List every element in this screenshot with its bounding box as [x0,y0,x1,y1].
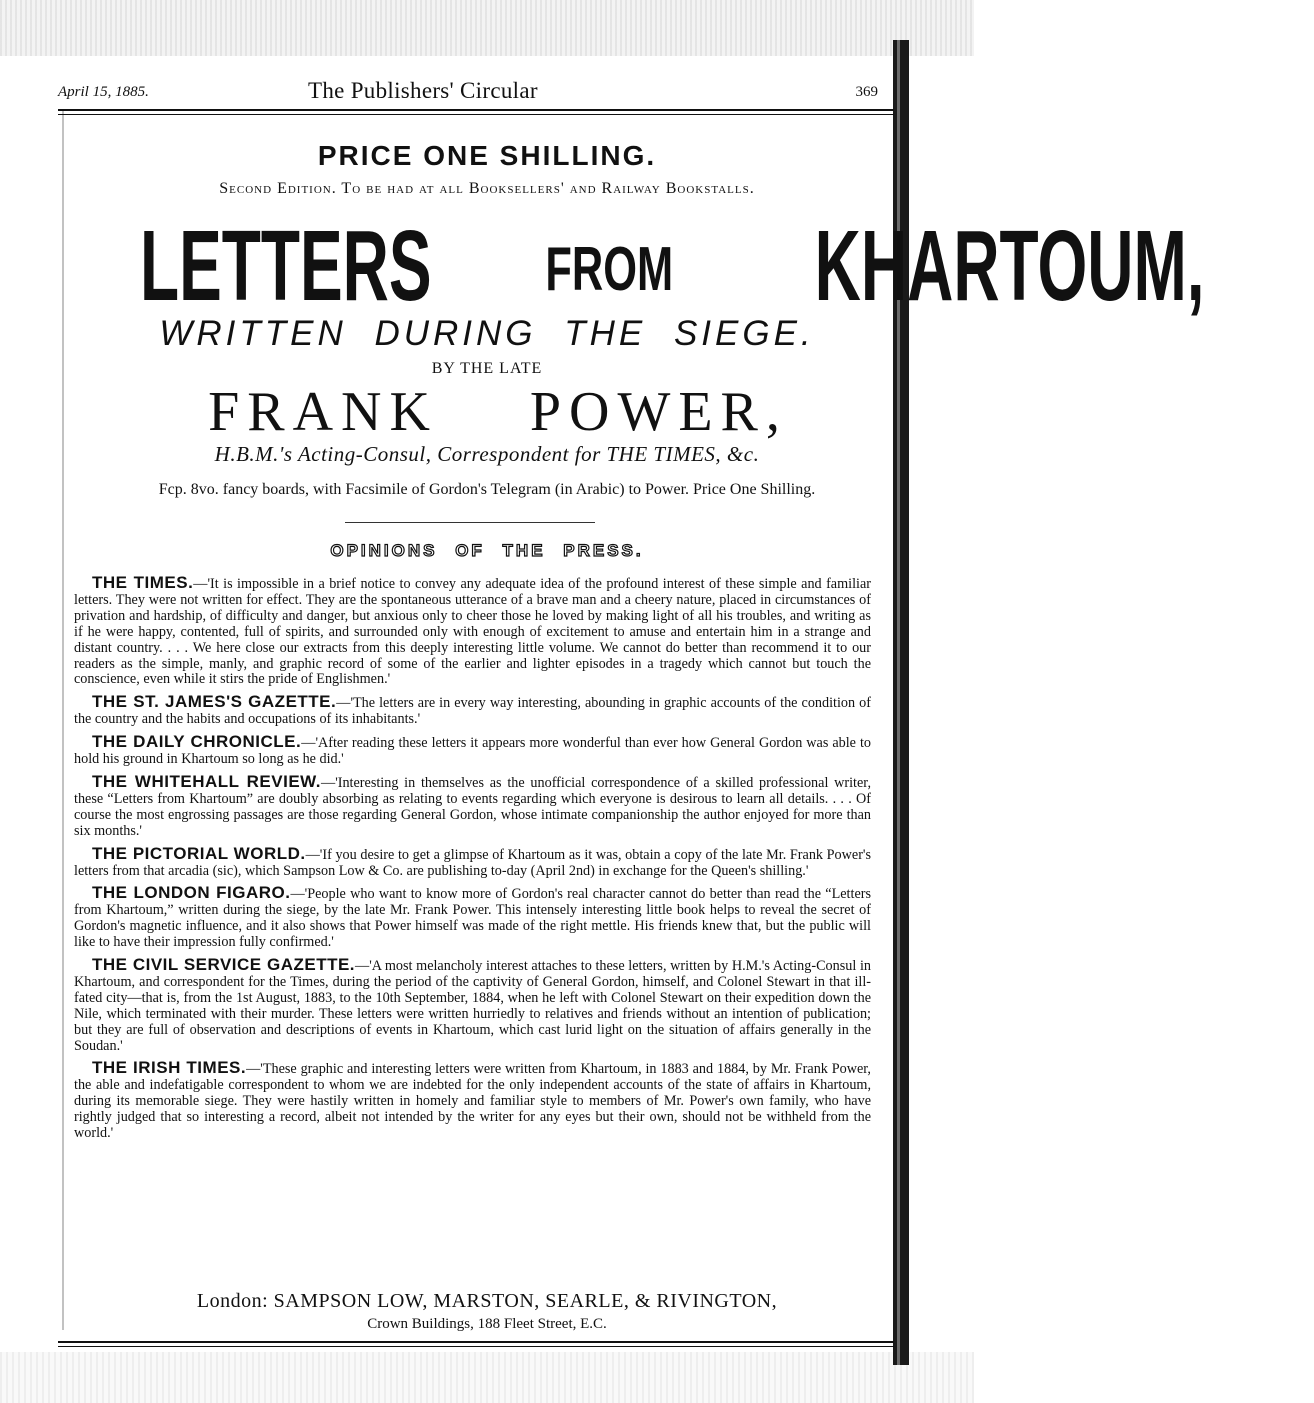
footer-rule-thin [58,1346,894,1347]
review-civil-service-gazette [74,957,871,1054]
scan-edge-top [0,0,974,56]
book-title [58,210,1205,322]
author-role: H.B.M.'s Acting-Consul, Correspondent for THE TIMES, &c. [214,442,760,466]
review-pictorial-world [74,843,871,880]
page-number: 369 [855,84,878,100]
author-name: FRANK POWER, [208,381,788,443]
running-header [58,78,878,108]
review-source: THE CIVIL SERVICE GAZETTE. [92,955,356,975]
price-line: PRICE ONE SHILLING. [317,140,657,171]
press-reviews [74,575,871,1148]
review-london-figaro [74,885,871,951]
review-irish-times [74,1060,871,1142]
review-text: —'These graphic and interesting letters were written from Khartoum, in 1883 and 1884, by Mr. Frank Power, the able and indefatigable correspondent to whom we are indebted for the only independent accounts of the state of affairs in Khartoum, during its memorable siege. They were hastily written in homely and familiar style to members of Mr. Power's own family, who have rightly judged that so interesting a record, albeit not intended by the writer for any eyes but their own, should not be withheld from the world.' [74,1061,871,1142]
review-text: —'It is impossible in a brief notice to convey any adequate idea of the profound interest of these simple and familiar letters. They were not written for effect. They are the spontaneous utterance of a brave man and a cheery nature, placed in circumstances of privation and hardship, of difficulty and danger, but anxious only to cheer those he loved by making light of all his troubles, and writing as if he were happy, contented, full of spirits, and surrounded only with enough of excitement to amuse and entertain him in a strange and distant country. . . . We here close our extracts from this deeply interesting little volume. We cannot do better than recommend it to our readers as the simple, manly, and graphic record of some of the earlier and lighter episodes in a tragedy which cannot but touch the conscience, even while it stirs the pride of Englishmen.' [74,576,871,688]
book-title-part3: KHARTOUM, [814,210,1205,322]
review-source: THE PICTORIAL WORLD. [92,843,306,863]
publisher-address: Crown Buildings, 188 Fleet Street, E.C. [367,1316,607,1332]
publication-title: The Publishers' Circular [308,78,538,103]
book-subtitle: WRITTEN DURING THE SIEGE. [159,314,815,353]
review-source: THE TIMES. [92,573,194,592]
review-text: —'If you desire to get a glimpse of Khartoum as it was, obtain a copy of the late Mr. Frank Power's letters from that arcadia (sic), which Sampson Low & Co. are publishing to-day (April 2nd) in exchange for the Queen's shilling.' [74,846,871,879]
review-text: —'Interesting in themselves as the unofficial correspondence of a skilled professional writer, these “Letters from Khartoum” are doubly absorbing as relating to events regarding which everyone is desirous to learn all details. . . . Of course the most engrossing passages are those regarding General Gordon, whose intimate companionship the author enjoyed for more than six months.' [74,774,871,839]
review-text: —'A most melancholy interest attaches to these letters, written by H.M.'s Acting-Consul in Khartoum, and correspondent for the Times, during the period of the captivity of General Gordon, himself, and Colonel Stewart in that ill-fated city—that is, from the 1st August, 1883, to the 10th September, 1884, when he left with Colonel Stewart on their expedition down the Nile, which terminated with their murder. These letters were written hurriedly to relatives and friends without an intention of publication; but they are full of observation and descriptions of events in Khartoum, which cast lurid light on the situation of affairs generally in the Soudan.' [74,958,871,1054]
review-whitehall-review [74,771,871,840]
book-title-part2: FROM [545,235,674,304]
book-title-part1: LETTERS [140,210,432,322]
publisher-line: London: SAMPSON LOW, MARSTON, SEARLE, & RIVINGTON, [196,1290,778,1312]
review-source: THE DAILY CHRONICLE. [92,732,302,752]
header-rule-thin [58,114,894,115]
review-text: —'The letters are in every way interesting, abounding in graphic accounts of the condition of the country and the habits and occupations of its inhabitants.' [74,695,871,728]
scan-edge-bottom [0,1352,974,1403]
issue-date: April 15, 1885. [58,84,149,100]
edition-line: Second Edition. To be had at all Booksellers' and Railway Bookstalls. [219,180,755,197]
book-specification: Fcp. 8vo. fancy boards, with Facsimile of Gordon's Telegram (in Arabic) to Power. Price One Shilling. [158,481,816,498]
review-st-jamess-gazette [74,694,871,728]
review-daily-chronicle [74,734,871,768]
review-text: —'After reading these letters it appears more wonderful than ever how General Gordon was able to hold his ground in Khartoum so long as he did.' [74,735,872,768]
review-source: THE ST. JAMES'S GAZETTE. [92,692,337,712]
section-divider [345,522,595,523]
review-times [74,575,871,688]
footer-rule-thick [58,1341,894,1343]
review-source: THE WHITEHALL REVIEW. [92,771,321,791]
review-text: —'People who want to know more of Gordon's real character cannot do better than read the “Letters from Khartoum,” written during the siege, by the late Mr. Frank Power. This intensely interesting little book helps to reveal the secret of Gordon's magnetic influence, and it also shows that Power himself was made of the right mettle. His friends knew that, but the public will like to have their impression fully confirmed.' [74,886,871,951]
header-rule-thick [58,109,894,111]
by-line: BY THE LATE [431,360,543,377]
opinions-heading: OPINIONS OF THE PRESS. [330,541,644,560]
review-source: THE LONDON FIGARO. [92,883,291,903]
review-source: THE IRISH TIMES. [92,1058,247,1078]
